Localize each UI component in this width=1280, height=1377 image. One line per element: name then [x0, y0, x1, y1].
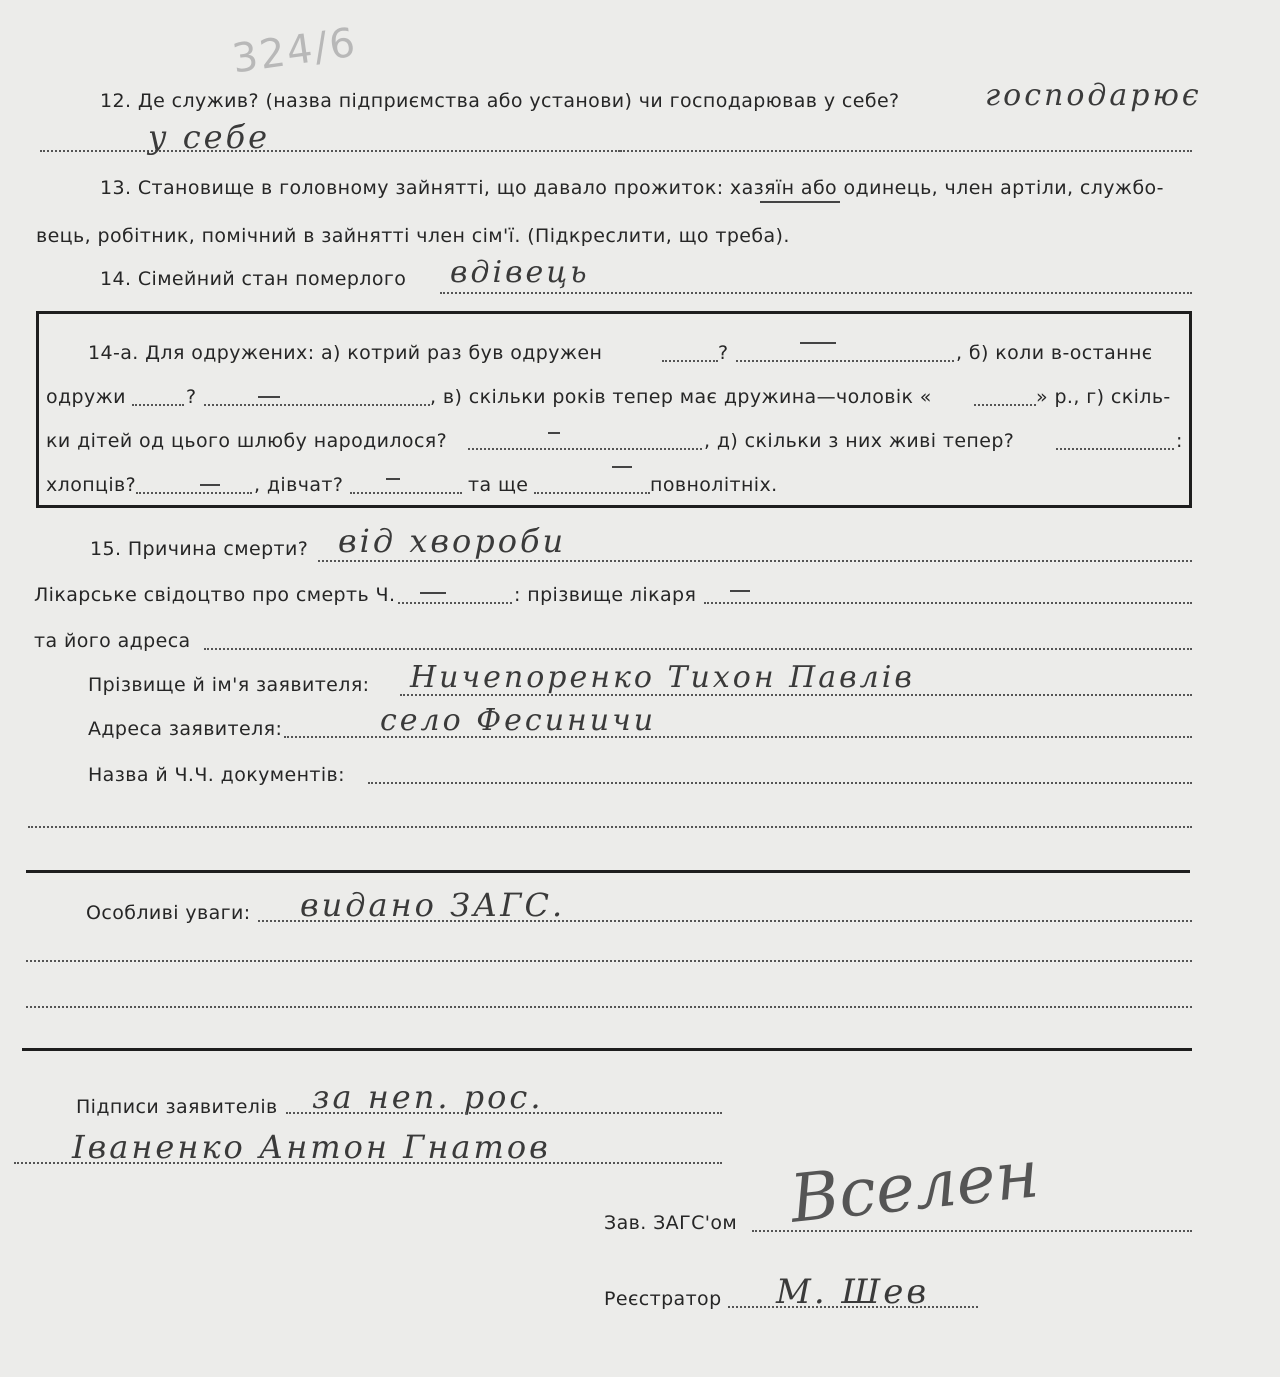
q14a-dots-7 [1056, 448, 1174, 450]
q14a-dots-8 [136, 492, 252, 494]
applicant-name-label: Прізвище й ім'я заявителя: [88, 674, 370, 696]
q14a-dots-6 [468, 448, 702, 450]
q12-answer-line2: у себе [148, 118, 271, 156]
q14a-line1-a: 14-а. Для одружених: а) котрий раз був одружен [88, 342, 603, 364]
q14a-line1-c: , б) коли в-останнє [956, 342, 1153, 364]
signature-dots-1 [286, 1112, 722, 1114]
q14a-line3-a: ки дітей од цього шлюбу народилося? [46, 430, 448, 452]
q12-dotted-line [40, 150, 620, 152]
q14a-dots-1 [662, 360, 718, 362]
head-zags-signature: Вселен [786, 1135, 1043, 1238]
medical-cert-dash [420, 592, 446, 594]
q12-label: 12. Де служив? (назва підприємства або установи) чи господарював у себе? [100, 90, 900, 112]
q14a-dots-2 [736, 360, 954, 362]
applicant-address-label: Адреса заявителя: [88, 718, 283, 740]
section-divider-1 [26, 870, 1190, 873]
q14a-line4-d: повнолітніх. [650, 474, 778, 496]
applicant-address-value: село Фесиничи [380, 703, 657, 738]
q13-line1: 13. Становище в головному зайнятті, що давало прожиток: хазяїн або одинець, член артіли, службо- [100, 177, 1164, 199]
q12-dotted-line-2 [620, 150, 1192, 152]
signatures-label: Підписи заявителів [76, 1096, 278, 1118]
q14a-dots-3 [132, 404, 184, 406]
medical-cert-label: Лікарське свідоцтво про смерть Ч. [34, 584, 396, 606]
q14a-dash-1 [800, 342, 836, 344]
q14a-line4-a: хлопців? [46, 474, 137, 496]
q14a-dash-4 [200, 484, 220, 486]
applicant-name-dots [400, 694, 1192, 696]
section-divider-2 [22, 1048, 1192, 1051]
notes-dots-2 [26, 960, 1192, 962]
q14-label: 14. Сімейний стан померлого [100, 268, 407, 290]
q14-dotted-line [440, 292, 1192, 294]
q14a-dash-2 [258, 396, 280, 398]
documents-dots-2 [28, 826, 1192, 828]
registrar-signature: М. Шев [776, 1272, 930, 1312]
q14a-dash-6 [612, 466, 632, 468]
q15-answer: від хвороби [338, 522, 567, 560]
q14a-line1-b: ? [718, 342, 729, 364]
q14a-line3-b: , д) скільки з них живі тепер? [704, 430, 1015, 452]
q14a-line4-c: та ще [468, 474, 529, 496]
head-zags-label: Зав. ЗАГС'ом [604, 1212, 738, 1234]
q15-label: 15. Причина смерти? [90, 538, 309, 560]
q14a-dash-5 [386, 478, 400, 480]
notes-dots-3 [26, 1006, 1192, 1008]
q14a-line4-b: , дівчат? [254, 474, 344, 496]
q14a-line2-c: , в) скільки років тепер має дружина—чоловік « [430, 386, 932, 408]
doctor-address-dots [204, 648, 1192, 650]
doctor-name-dash [730, 590, 750, 592]
q14a-dots-5 [974, 404, 1036, 406]
notes-value: видано ЗАГС. [300, 886, 566, 924]
medical-cert-dots [398, 602, 512, 604]
notes-dots [258, 920, 1192, 922]
doctor-name-dots [704, 602, 1192, 604]
notes-label: Особливі уваги: [86, 902, 251, 924]
q14a-married-box [36, 311, 1192, 508]
q14a-line2-a: одружи [46, 386, 126, 408]
q14a-line2-b: ? [186, 386, 197, 408]
q14a-dash-3 [548, 432, 560, 434]
q14a-dots-10 [534, 492, 650, 494]
q12-answer-line1: господарює [985, 78, 1202, 113]
signature-applicant: Іваненко Антон Гнатов [72, 1128, 551, 1166]
documents-dots [368, 782, 1192, 784]
q14a-dots-9 [350, 492, 462, 494]
q14a-line3-c: : [1176, 430, 1183, 452]
q15-dotted-line [318, 560, 1192, 562]
pencil-archive-number: 324/6 [229, 19, 360, 83]
q14a-line2-d: » р., г) скіль- [1036, 386, 1171, 408]
signature-dots-2 [14, 1162, 722, 1164]
signature-note: за неп. рос. [312, 1078, 544, 1116]
q13-line2: вець, робітник, помічний в зайнятті член сім'ї. (Підкреслити, що треба). [36, 225, 790, 247]
doctor-address-label: та його адреса [34, 630, 191, 652]
applicant-name-value: Ничепоренко Тихон Павлів [410, 660, 915, 695]
q14-answer: вдівець [450, 255, 590, 290]
q14a-dots-4 [204, 404, 430, 406]
doctor-name-label: : прізвище лікаря [514, 584, 697, 606]
q13-underline-owner [760, 201, 840, 203]
applicant-address-dots [284, 736, 1192, 738]
documents-label: Назва й Ч.Ч. документів: [88, 764, 345, 786]
registrar-label: Реєстратор [604, 1288, 722, 1310]
